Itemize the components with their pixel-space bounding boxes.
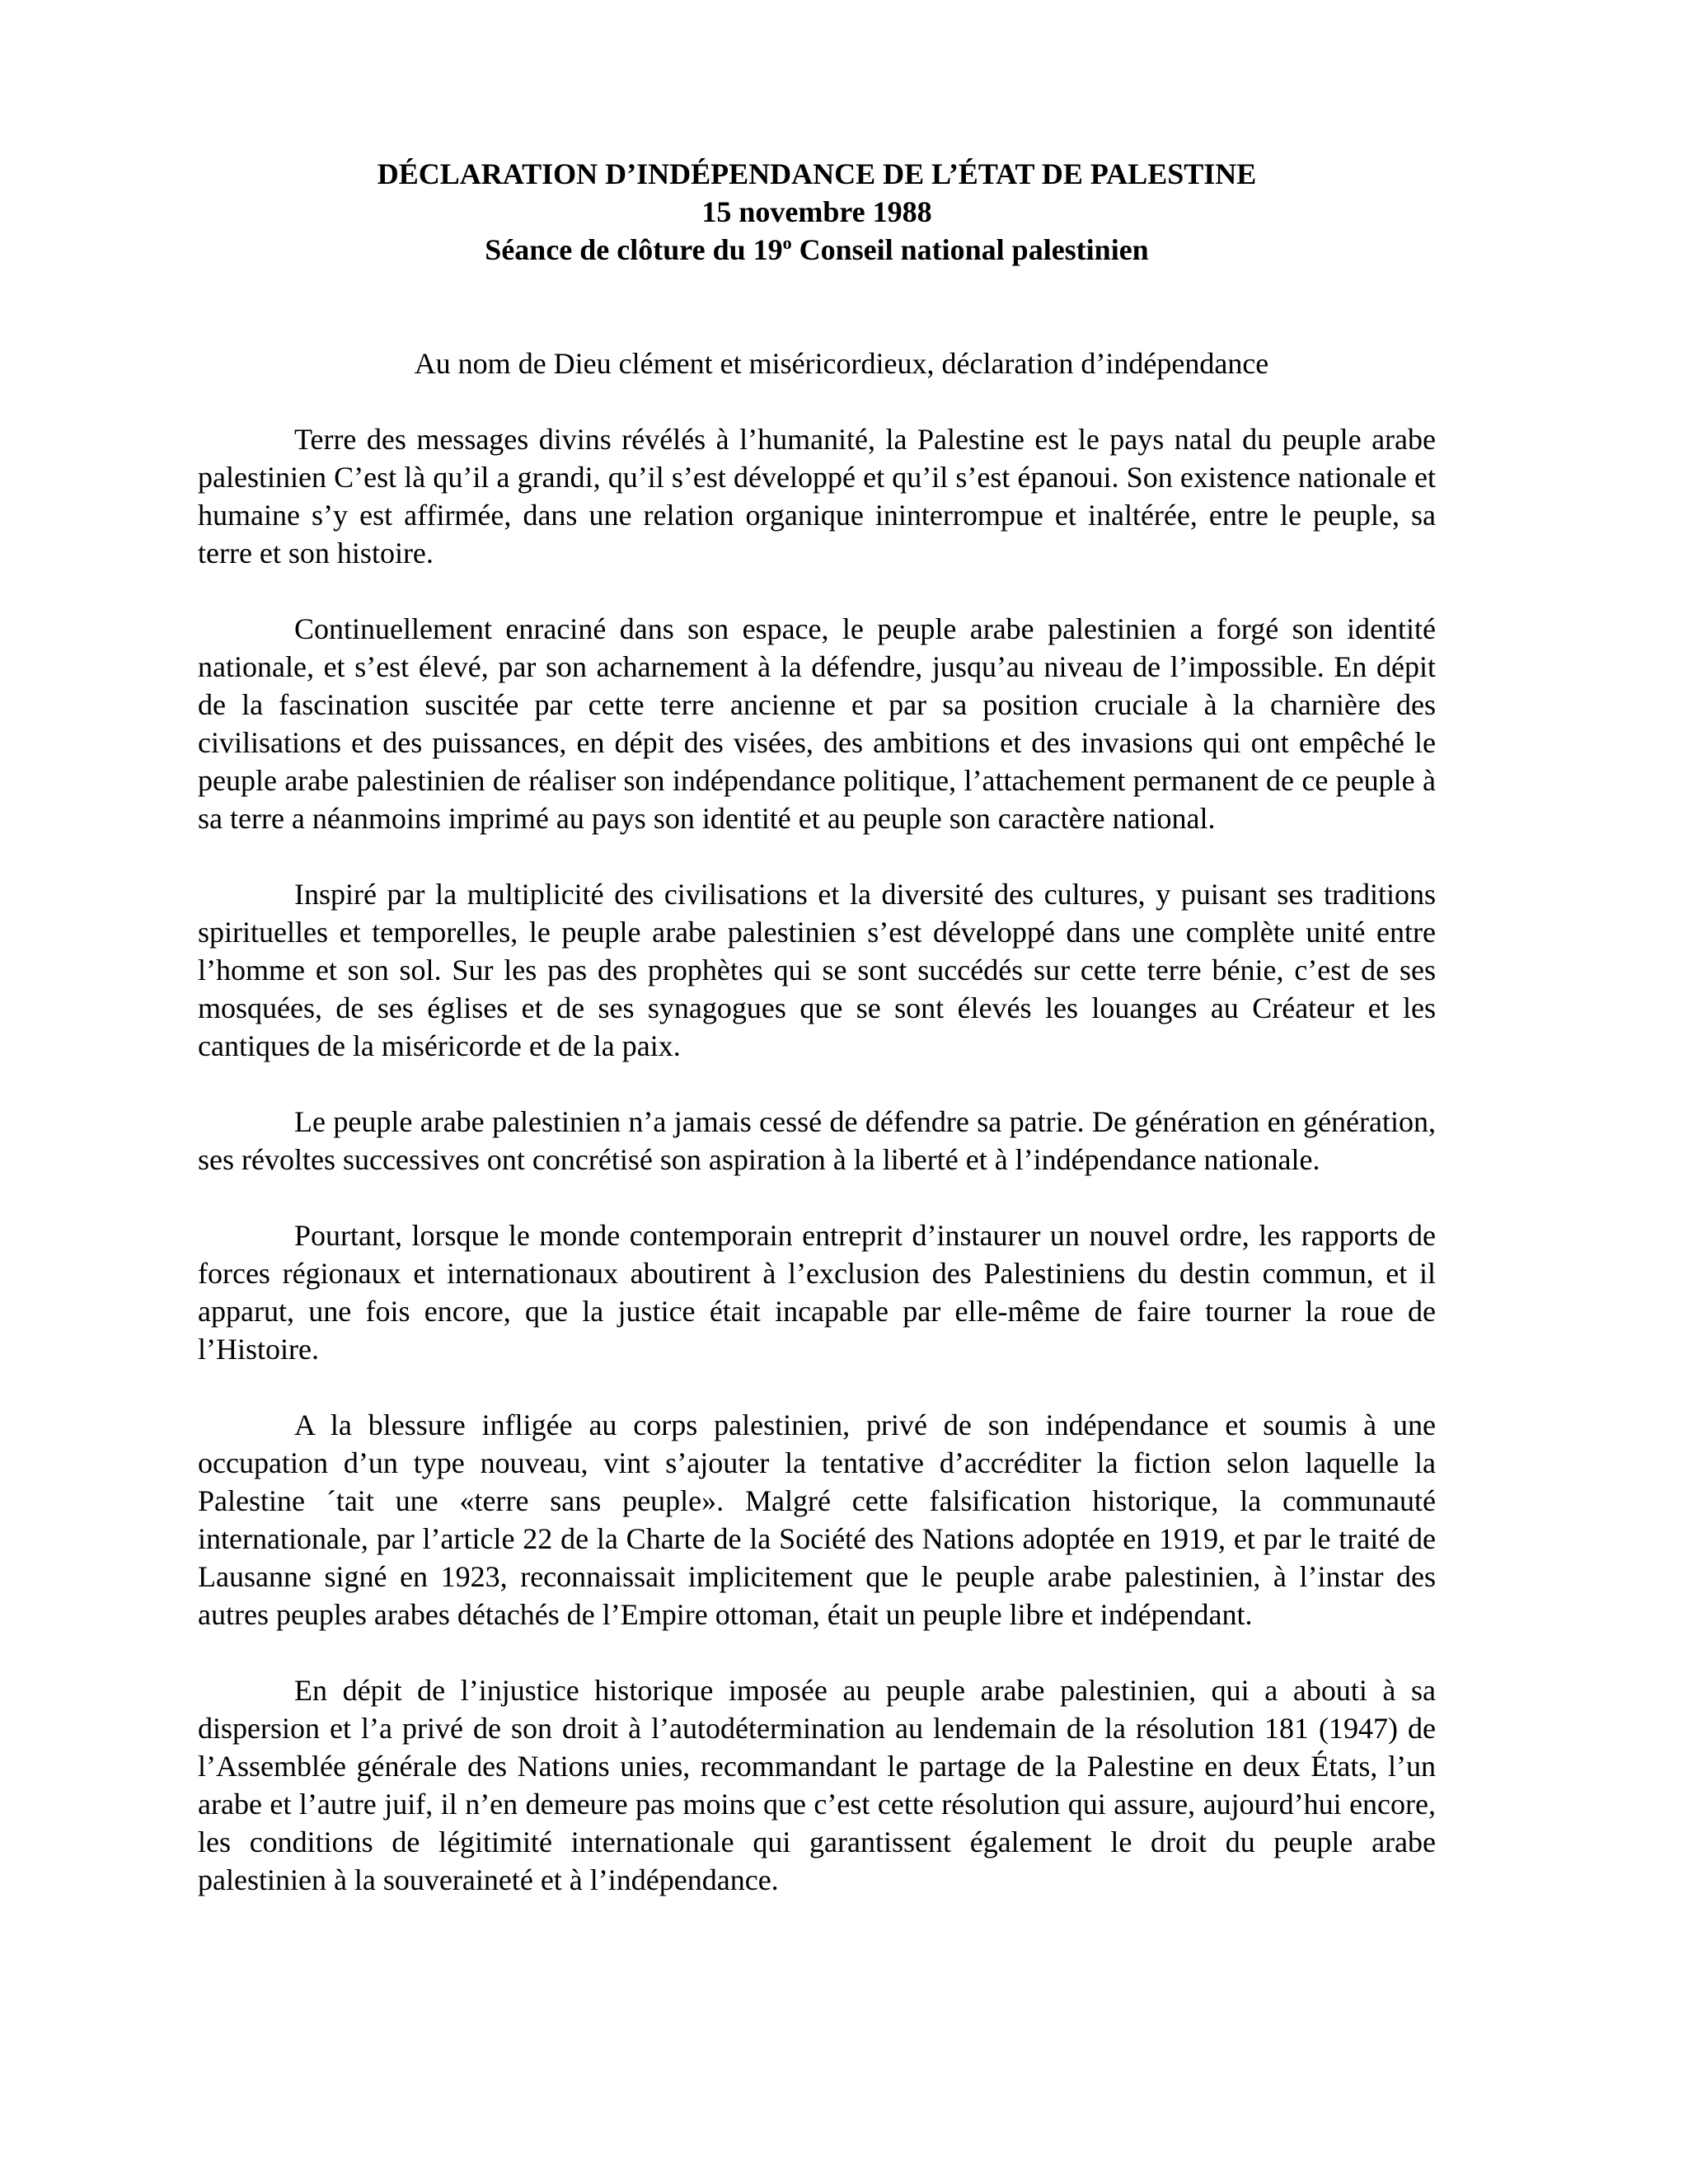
paragraph: Pourtant, lorsque le monde contemporain entreprit d’instaurer un nouvel ordre, les rapports de forces régionaux et internationaux aboutirent à l’exclusion des Palestiniens du destin commun, et il apparut, une fois encore, que la justice était incapable par elle-même de faire tourner la roue de l’Histoire. [198, 1219, 1436, 1366]
session-text: Séance de clôture du 19 [485, 233, 783, 266]
invocation: Au nom de Dieu clément et miséricordieux, déclaration d’indépendance [414, 347, 1269, 380]
paragraph: Le peuple arabe palestinien n’a jamais cessé de défendre sa patrie. De génération en génération, ses révoltes successives ont concrétisé son aspiration à la liberté et à l’indépendance nationale. [198, 1105, 1436, 1176]
paragraph: Inspiré par la multiplicité des civilisations et la diversité des cultures, y puisant ses traditions spirituelles et temporelles, le peuple arabe palestinien s’est développé dans une complète unité entre l’homme et son sol. Sur les pas des prophètes qui se sont succédés sur cette terre bénie, c’est de ses mosquées, de ses églises et de ses synagogues que se sont élevés les louanges au Créateur et les cantiques de la miséricorde et de la paix. [198, 878, 1436, 1062]
document-header [198, 155, 1436, 269]
document-body [198, 420, 1436, 1899]
document-page [198, 155, 1436, 1899]
paragraph: Terre des messages divins révélés à l’humanité, la Palestine est le pays natal du peuple arabe palestinien C’est là qu’il a grandi, qu’il s’est développé et qu’il s’est épanoui. Son existence nationale et humaine s’y est affirmée, dans une relation organique ininterrompue et inaltérée, entre le peuple, sa terre et son histoire. [198, 423, 1436, 569]
ordinal-superscript: o [782, 232, 792, 253]
document-date: 15 novembre 1988 [701, 195, 932, 228]
paragraph: Continuellement enraciné dans son espace, le peuple arabe palestinien a forgé son identité nationale, et s’est élevé, par son acharnement à la défendre, jusqu’au niveau de l’impossible. En dépit de la fascination suscitée par cette terre ancienne et par sa position cruciale à la charnière des civilisations et des puissances, en dépit des visées, des ambitions et des invasions qui ont empêché le peuple arabe palestinien de réaliser son indépendance politique, l’attachement permanent de ce peuple à sa terre a néanmoins imprimé au pays son identité et au peuple son caractère national. [198, 612, 1436, 835]
paragraph: A la blessure infligée au corps palestinien, privé de son indépendance et soumis à une occupation d’un type nouveau, vint s’ajouter la tentative d’accréditer la fiction selon laquelle la Palestine ´tait une «terre sans peuple». Malgré cette falsification historique, la communauté internationale, par l’article 22 de la Charte de la Société des Nations adoptée en 1919, et par le traité de Lausanne signé en 1923, reconnaissait implicitement que le peuple arabe palestinien, à l’instar des autres peuples arabes détachés de l’Empire ottoman, était un peuple libre et indépendant. [198, 1408, 1436, 1631]
document-session [198, 231, 1436, 269]
document-title: DÉCLARATION D’INDÉPENDANCE DE L’ÉTAT DE PALESTINE [377, 157, 1257, 190]
session-text-rest: Conseil national palestinien [791, 233, 1149, 266]
paragraph: En dépit de l’injustice historique imposée au peuple arabe palestinien, qui a abouti à sa dispersion et l’a privé de son droit à l’autodétermination au lendemain de la résolution 181 (1947) de l’Assemblée générale des Nations unies, recommandant le partage de la Palestine en deux États, l’un arabe et l’autre juif, il n’en demeure pas moins que c’est cette résolution qui assure, aujourd’hui encore, les conditions de légitimité internationale qui garantissent également le droit du peuple arabe palestinien à la souveraineté et à l’indépendance. [198, 1674, 1436, 1896]
